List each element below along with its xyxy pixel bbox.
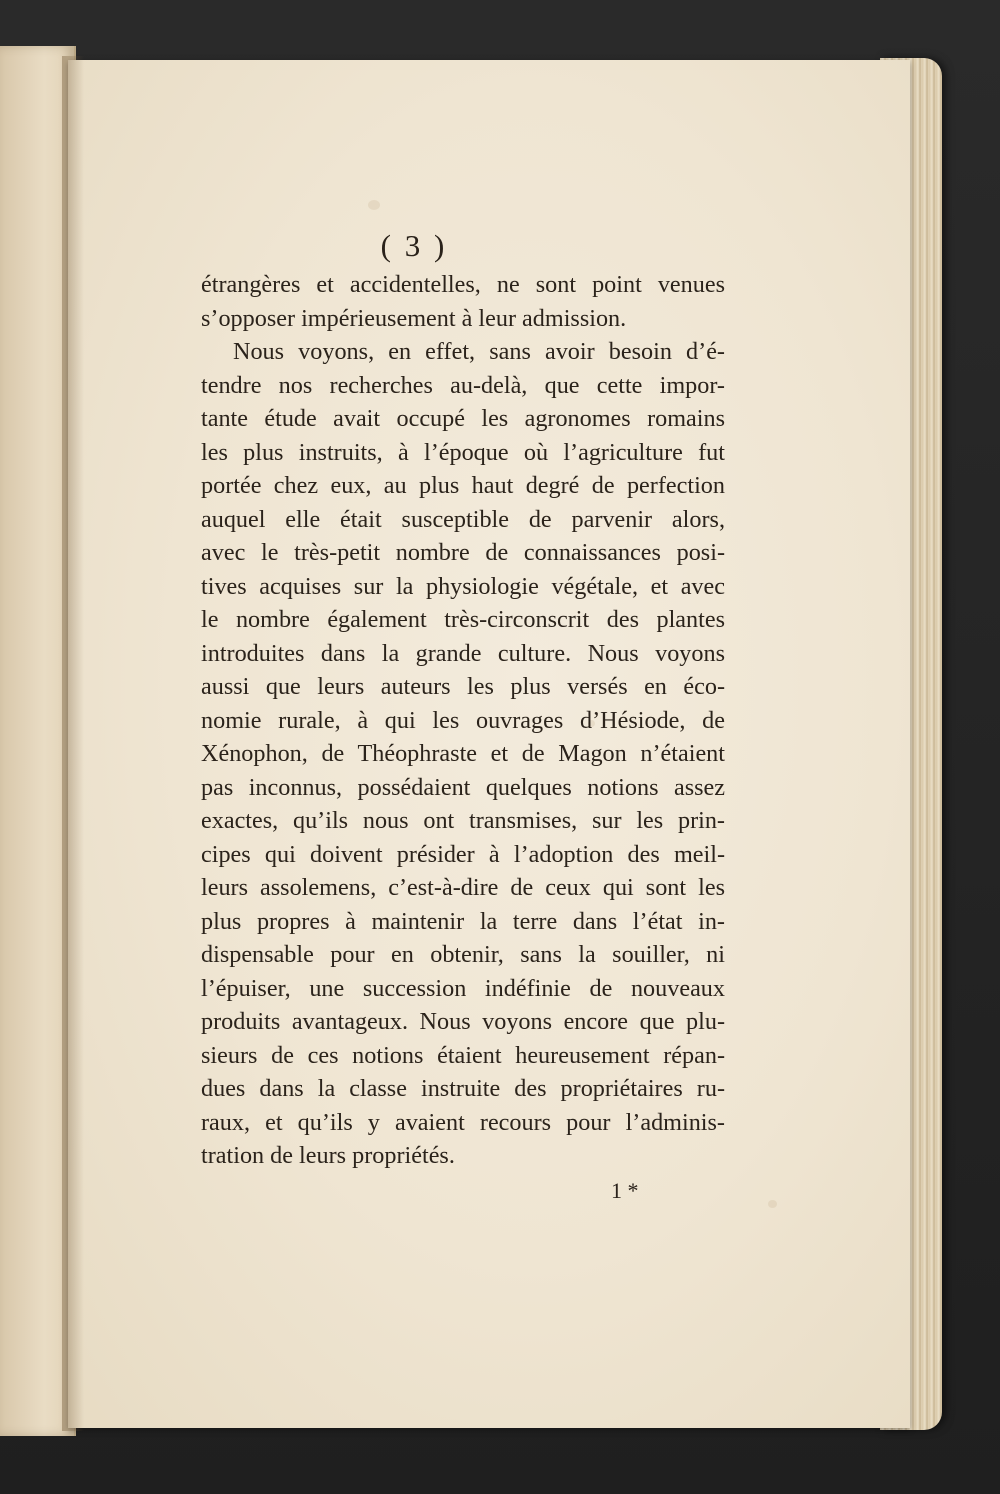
text-line: produits avantageux. Nous voyons encore que plu- <box>201 1008 725 1035</box>
text-line: avec le très-petit nombre de connaissances posi- <box>201 539 725 566</box>
text-line: nomie rurale, à qui les ouvrages d’Hésiode, de <box>201 706 725 734</box>
text-line: Nous voyons, en effet, sans avoir besoin d’é- <box>233 338 725 365</box>
text-line: tration de leurs propriétés. <box>201 1142 455 1169</box>
text-line: l’épuiser, une succession indéfinie de nouveaux <box>201 974 725 1002</box>
text-line: le nombre également très-circonscrit des plantes <box>201 606 725 633</box>
text-line: tendre nos recherches au-delà, que cette impor- <box>201 371 725 399</box>
book-page <box>68 60 910 1428</box>
text-line: cipes qui doivent présider à l’adoption des meil- <box>201 840 725 868</box>
text-line: portée chez eux, au plus haut degré de perfection <box>201 472 725 499</box>
text-line: les plus instruits, à l’époque où l’agriculture fut <box>201 438 725 466</box>
text-line: pas inconnus, possédaient quelques notions assez <box>201 773 725 801</box>
text-line: étrangères et accidentelles, ne sont point venues <box>201 271 725 298</box>
page-number: ( 3 ) <box>380 228 448 263</box>
text-line: auquel elle était susceptible de parvenir alors, <box>201 505 725 533</box>
text-line: raux, et qu’ils y avaient recours pour l’adminis- <box>201 1108 725 1136</box>
foxing-spot <box>768 1200 777 1208</box>
foxing-spot <box>368 200 380 210</box>
body-text <box>201 268 725 1173</box>
signature-mark: 1 * <box>611 1178 639 1203</box>
text-line: introduites dans la grande culture. Nous voyons <box>201 639 725 667</box>
text-line: exactes, qu’ils nous ont transmises, sur les prin- <box>201 807 725 834</box>
text-line: leurs assolemens, c’est-à-dire de ceux qui sont les <box>201 874 725 901</box>
text-line: s’opposer impérieusement à leur admission. <box>201 304 627 332</box>
gutter-shadow <box>62 56 84 1431</box>
text-line: tives acquises sur la physiologie végétale, et avec <box>201 572 725 600</box>
text-line: dispensable pour en obtenir, sans la souiller, ni <box>201 941 725 968</box>
text-line: Xénophon, de Théophraste et de Magon n’étaient <box>201 740 725 767</box>
text-line: aussi que leurs auteurs les plus versés en éco- <box>201 673 725 700</box>
text-line: plus propres à maintenir la terre dans l’état in- <box>201 907 725 935</box>
text-line: tante étude avait occupé les agronomes romains <box>201 405 725 432</box>
text-line: dues dans la classe instruite des propriétaires ru- <box>201 1075 725 1102</box>
text-line: sieurs de ces notions étaient heureusement répan- <box>201 1041 725 1069</box>
